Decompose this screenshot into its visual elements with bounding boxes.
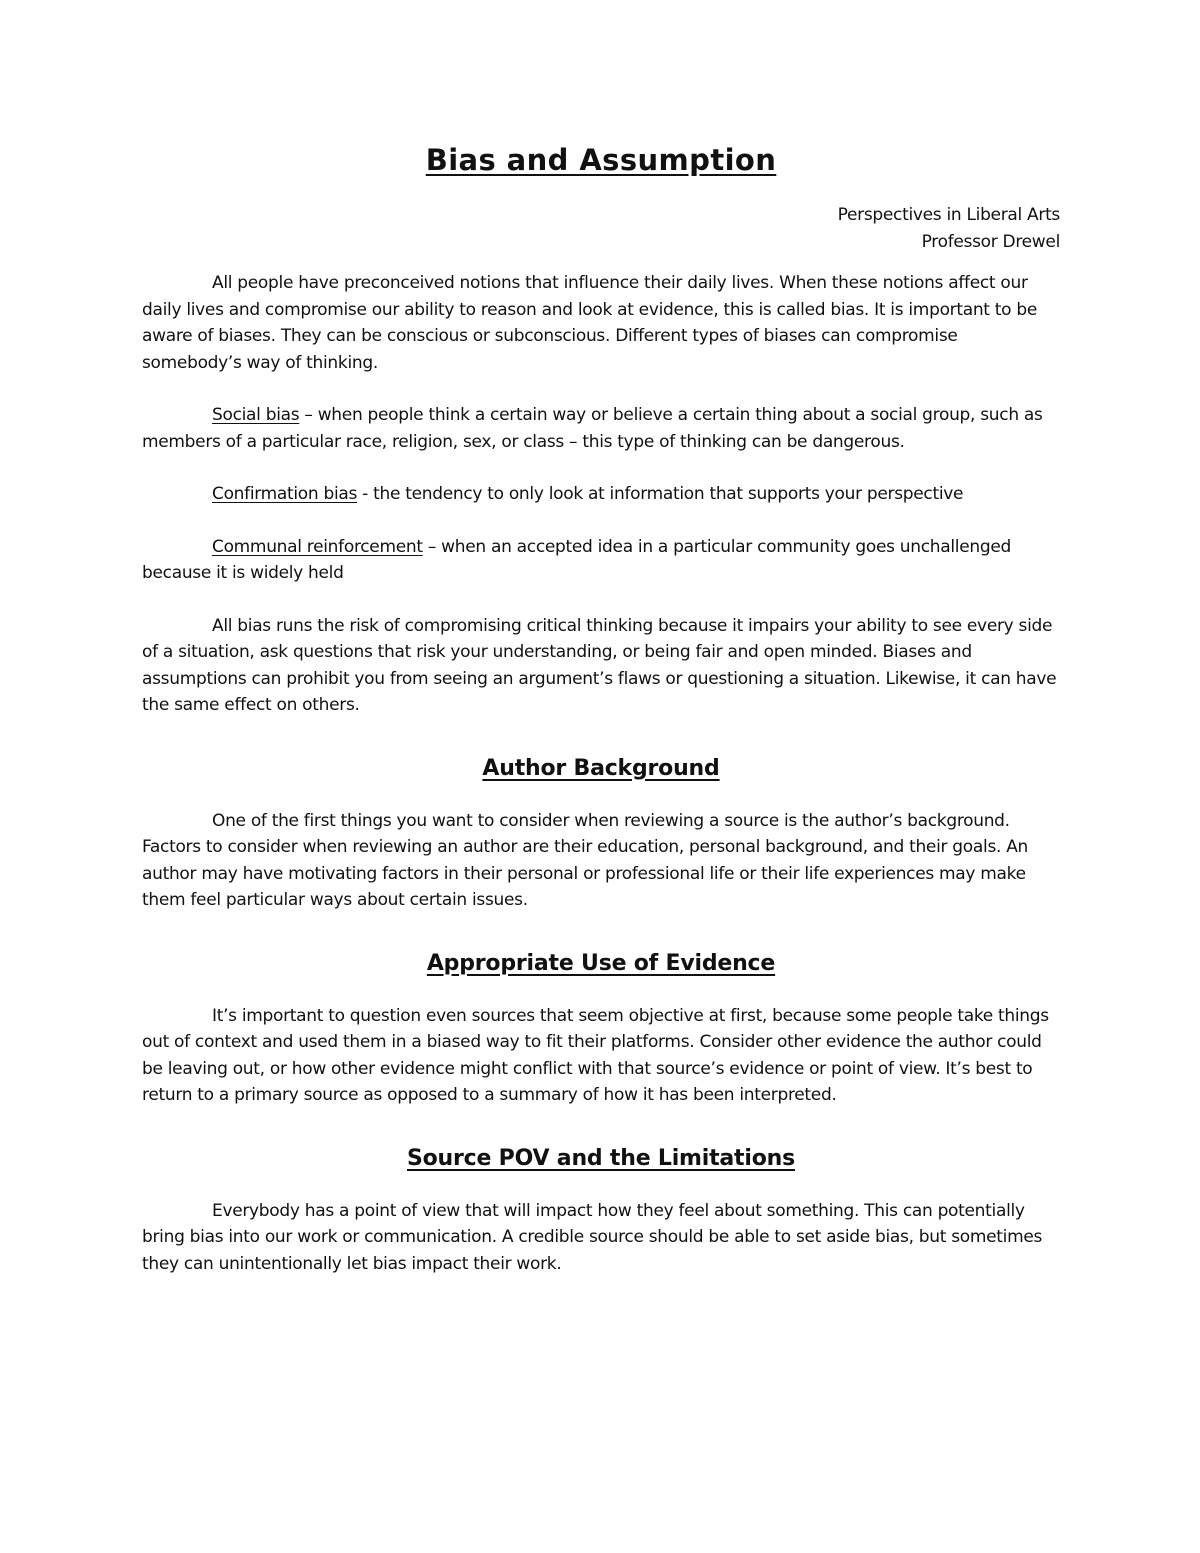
definition-text: - the tendency to only look at information that supports your perspective [357, 484, 964, 504]
section-heading-source-pov: Source POV and the Limitations [406, 1145, 795, 1171]
course-name: Perspectives in Liberal Arts [837, 205, 1060, 225]
section-heading-author-background: Author Background [482, 755, 720, 781]
definition-term: Communal reinforcement [212, 536, 423, 557]
summary-paragraph: All bias runs the risk of compromising critical thinking because it impairs your ability to see every side of a situation, ask questions that risk your understanding, or being fair and open minded. Biases and assumptions can prohibit you from seeing an argument’s flaws or questioning a situation. Likewise, it can have the same effect on others. [142, 615, 1057, 715]
definition-text: – when an accepted idea in a particular community goes unchallenged because it is widely held [142, 536, 1011, 583]
definition-term: Social bias [212, 405, 300, 425]
section-heading-use-of-evidence: Appropriate Use of Evidence [426, 950, 776, 976]
definition-text: – when people think a certain way or believe a certain thing about a social group, such as members of a particular race, religion, sex, or class – this type of thinking can be dangerous. [142, 405, 1043, 452]
document-page [142, 140, 1060, 1520]
definition-social-bias [142, 402, 1060, 455]
document-title: Bias and Assumption [425, 143, 777, 177]
document-meta [142, 202, 1060, 255]
intro-paragraph: All people have preconceived notions that influence their daily lives. When these notions affect our daily lives and compromise our ability to reason and look at evidence, this is called bias. It is important to be aware of biases. They can be conscious or subconscious. Different types of biases can compromise somebody’s way of thinking. [142, 273, 1038, 373]
definition-confirmation-bias [142, 481, 1060, 508]
section-body-use-of-evidence: It’s important to question even sources that seem objective at first, because some people take things out of context and used them in a biased way to fit their platforms. Consider other evidence the author could be leaving out, or how other evidence might conflict with that source’s evidence or point of view. It’s best to return to a primary source as opposed to a summary of how it has been interpreted. [142, 1005, 1049, 1105]
professor-name: Professor Drewel [921, 231, 1060, 252]
definition-communal-reinforcement [142, 534, 1060, 587]
section-body-source-pov: Everybody has a point of view that will impact how they feel about something. This can potentially bring bias into our work or communication. A credible source should be able to set aside bias, but sometimes they can unintentionally let bias impact their work. [142, 1200, 1043, 1274]
definition-term: Confirmation bias [212, 484, 358, 504]
section-body-author-background: One of the first things you want to consider when reviewing a source is the author’s background. Factors to consider when reviewing an author are their education, personal background, and their goals. An author may have motivating factors in their personal or professional life or their life experiences may make them feel particular ways about certain issues. [142, 810, 1029, 910]
